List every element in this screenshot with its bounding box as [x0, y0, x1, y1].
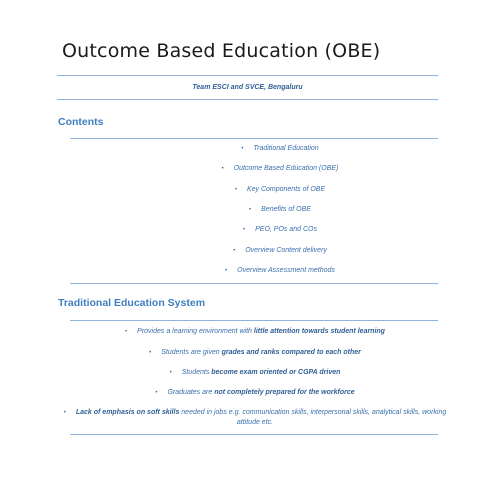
bullet-icon: •	[63, 410, 66, 416]
list-item: • Provides a learning environment with little attention towards student learning	[125, 328, 385, 335]
title-rule-top	[57, 75, 438, 76]
subtitle-rule	[57, 99, 438, 100]
list-item: • Students are given grades and ranks compared to each other	[149, 349, 361, 356]
toc-item[interactable]: • Overview Assessment methods	[225, 267, 335, 274]
list-item: • Students become exam oriented or CGPA driven	[169, 369, 341, 376]
bullet-icon: •	[234, 187, 237, 193]
toc-item[interactable]: • Outcome Based Education (OBE)	[221, 165, 339, 172]
toc-item[interactable]: • Benefits of OBE	[249, 206, 311, 213]
traditional-rule-bottom	[70, 434, 438, 435]
contents-rule-bottom	[70, 283, 438, 284]
contents-rule-top	[70, 138, 438, 139]
bullet-icon: •	[249, 207, 252, 213]
document-title: Outcome Based Education (OBE)	[62, 40, 381, 62]
bullet-icon: •	[233, 248, 236, 254]
bullet-icon: •	[149, 350, 152, 356]
list-item: • Lack of emphasis on soft skills needed in jobs e.g. communication skills, interpersonal skills, analytical skills, working attitude etc.	[63, 409, 447, 426]
list-item: • Graduates are not completely prepared for the workforce	[155, 389, 355, 396]
document-subtitle: Team ESCI and SVCE, Bengaluru	[192, 84, 303, 91]
traditional-rule-top	[70, 320, 438, 321]
bullet-icon: •	[241, 146, 244, 152]
bullet-icon: •	[221, 166, 224, 172]
traditional-heading: Traditional Education System	[58, 297, 206, 309]
toc-item[interactable]: • Traditional Education	[241, 145, 319, 152]
bullet-icon: •	[169, 370, 172, 376]
bullet-icon: •	[155, 390, 158, 396]
toc-item[interactable]: • PEO, POs and COs	[243, 226, 317, 233]
toc-item[interactable]: • Key Components of OBE	[234, 186, 326, 193]
bullet-icon: •	[225, 268, 228, 274]
bullet-icon: •	[243, 227, 246, 233]
toc-item[interactable]: • Overview Content delivery	[233, 247, 327, 254]
bullet-icon: •	[125, 329, 128, 335]
contents-heading: Contents	[58, 116, 104, 128]
